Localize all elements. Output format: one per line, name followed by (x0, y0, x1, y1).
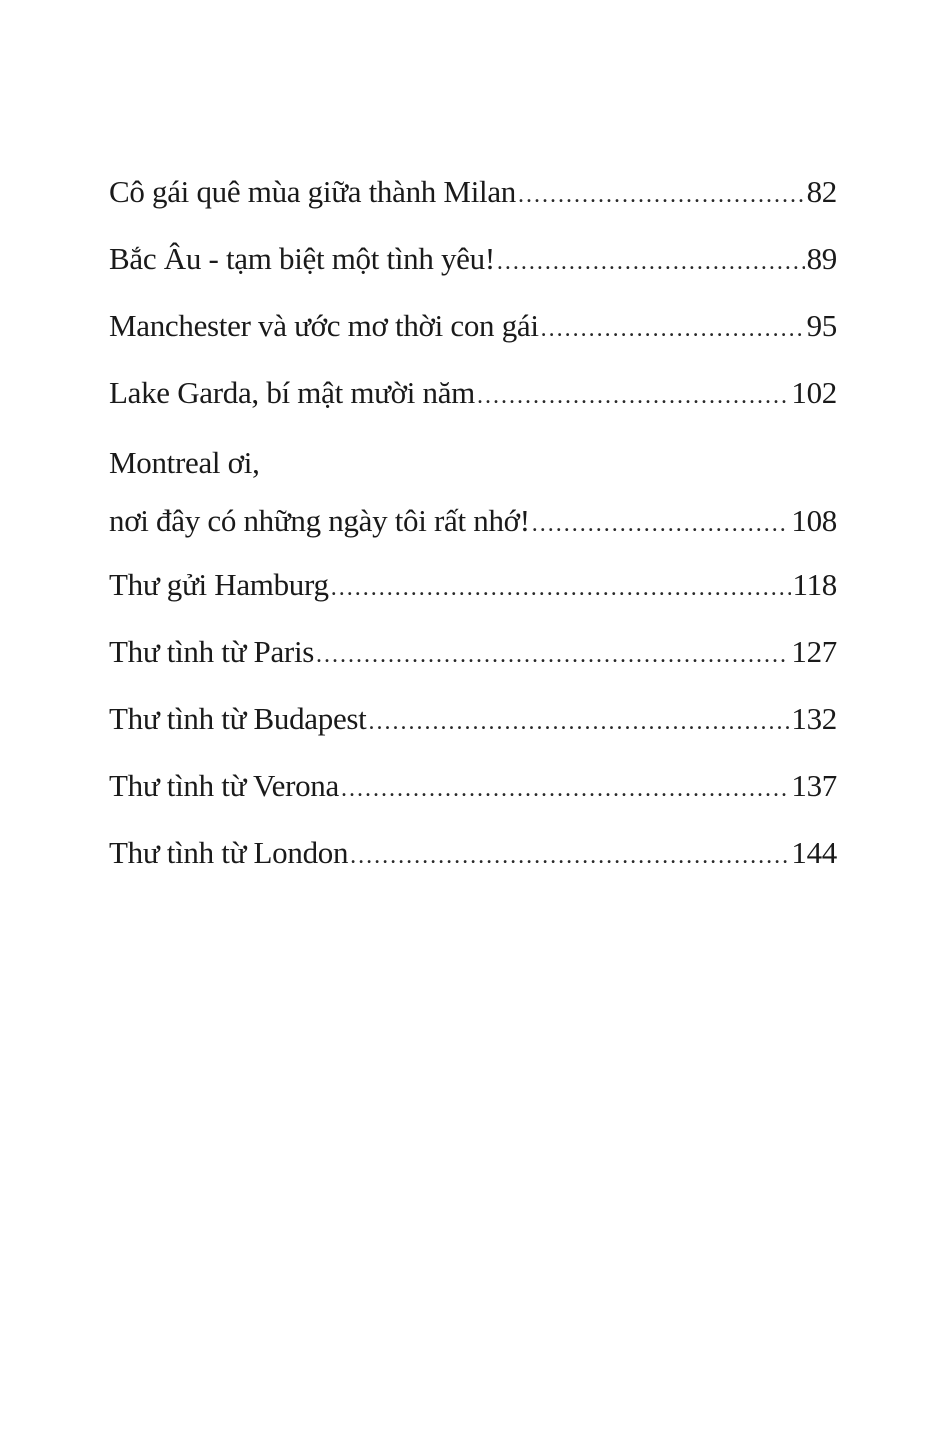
toc-entry-title: Thư tình từ London (109, 835, 349, 870)
toc-entry (109, 821, 837, 888)
dot-leader (477, 364, 789, 428)
toc-entry-page: 108 (791, 503, 837, 538)
toc-entry-page: 137 (791, 768, 837, 803)
toc-entry-title-line-2: nơi đây có những ngày tôi rất nhớ! (109, 503, 530, 538)
toc-entry-line-2 (109, 492, 837, 553)
dot-leader (369, 690, 790, 754)
toc-entry-page: 144 (791, 835, 837, 870)
toc-entry-page: 132 (791, 701, 837, 736)
toc-entry-title-line-1: Montreal ơi, (109, 445, 260, 480)
toc-entry-page: 89 (806, 241, 837, 276)
toc-entry (109, 620, 837, 687)
toc-entry-title: Thư tình từ Verona (109, 768, 339, 803)
toc-entry-page: 102 (791, 375, 837, 410)
dot-leader (497, 230, 805, 294)
toc-entry (109, 754, 837, 821)
toc-entry-title: Thư gửi Hamburg (109, 567, 329, 602)
table-of-contents (109, 160, 837, 888)
toc-entry-title: Bắc Âu - tạm biệt một tình yêu! (109, 241, 495, 276)
dot-leader (350, 824, 789, 888)
toc-entry-title: Lake Garda, bí mật mười năm (109, 375, 475, 410)
dot-leader (532, 495, 790, 553)
toc-entry (109, 434, 837, 553)
toc-entry (109, 553, 837, 620)
toc-entry-title: Thư tình từ Paris (109, 634, 315, 669)
toc-entry-page: 127 (791, 634, 837, 669)
toc-entry-title: Cô gái quê mùa giữa thành Milan (109, 174, 516, 209)
toc-entry (109, 687, 837, 754)
toc-entry (109, 294, 837, 361)
dot-leader (341, 757, 789, 821)
toc-entry-title: Manchester và ước mơ thời con gái (109, 308, 539, 343)
toc-entry (109, 227, 837, 294)
dot-leader (518, 163, 805, 227)
toc-entry (109, 160, 837, 227)
toc-entry (109, 361, 837, 428)
dot-leader (316, 623, 789, 687)
toc-entry-page: 82 (806, 174, 837, 209)
toc-entry-page: 118 (792, 567, 837, 602)
toc-entry-page: 95 (806, 308, 837, 343)
dot-leader (541, 297, 805, 361)
dot-leader (331, 556, 791, 620)
toc-entry-title: Thư tình từ Budapest (109, 701, 367, 736)
